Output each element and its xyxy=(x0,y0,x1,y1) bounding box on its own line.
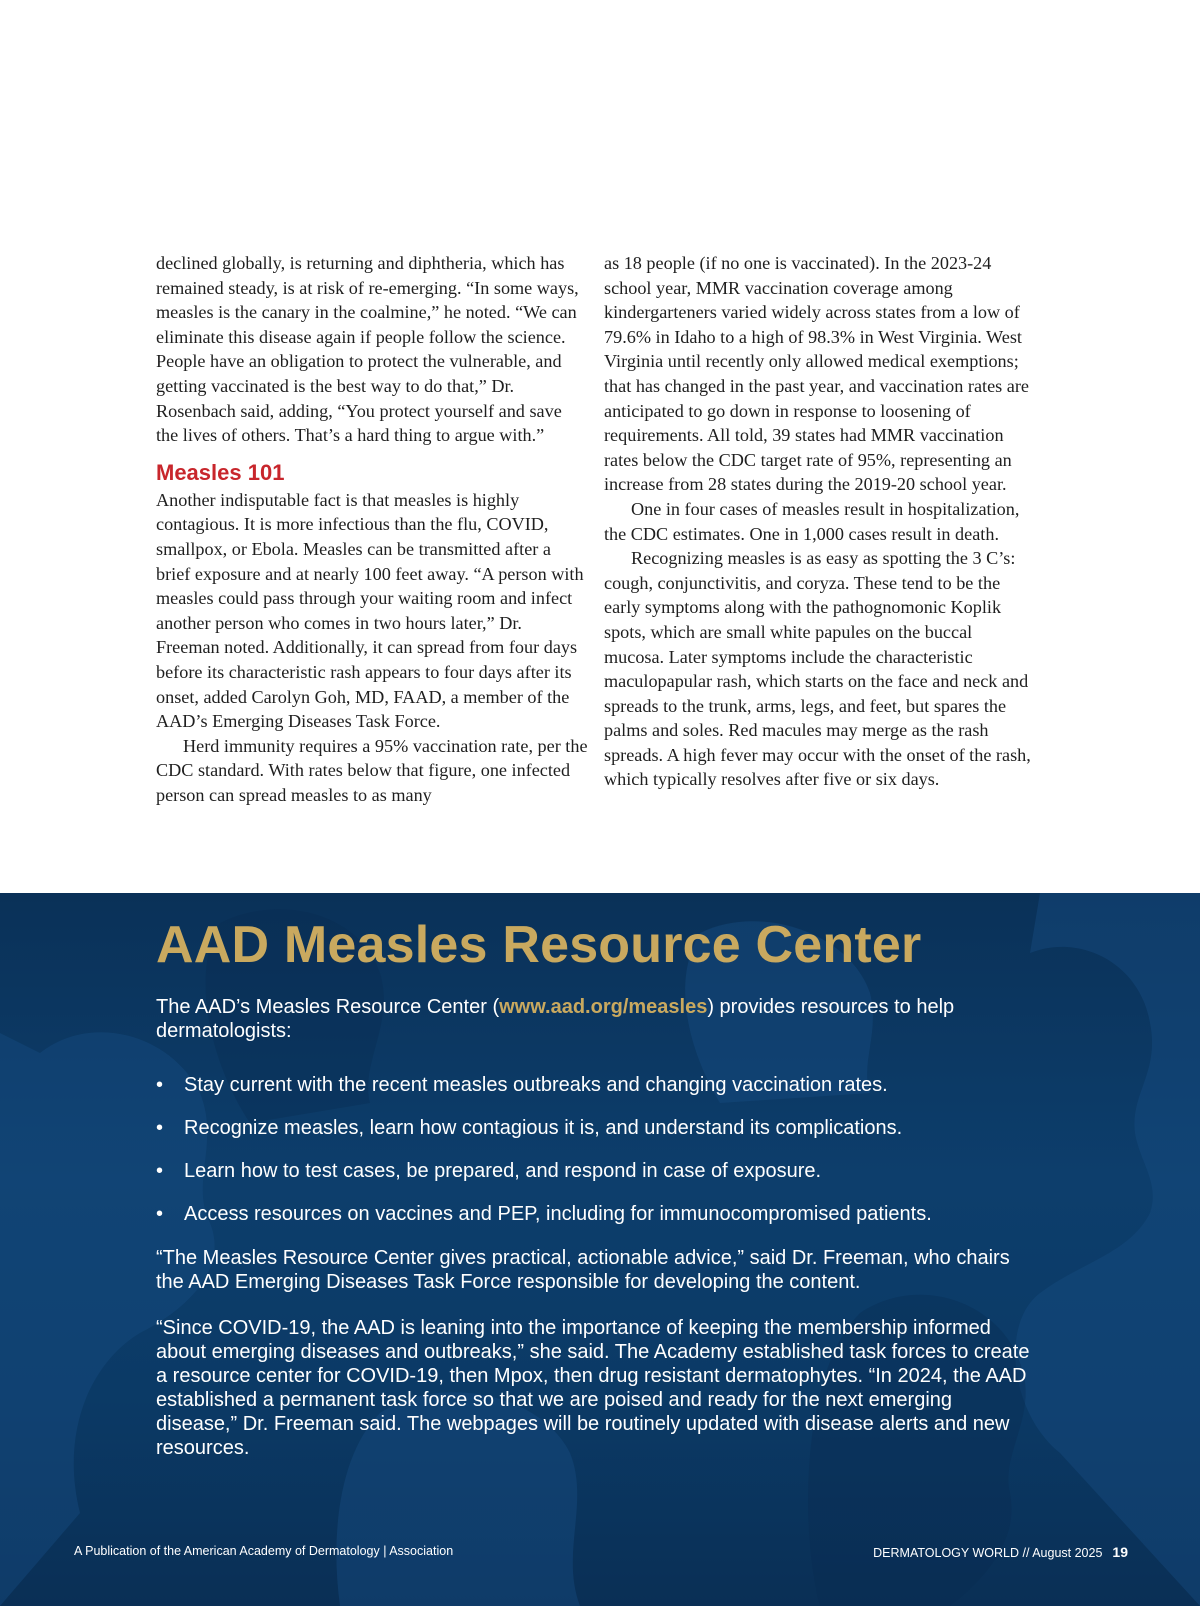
footer-issue: DERMATOLOGY WORLD // August 2025 xyxy=(873,1546,1103,1560)
section-heading: Measles 101 xyxy=(156,459,285,485)
intro-text: The AAD’s Measles Resource Center ( xyxy=(156,996,500,1018)
footer-magazine xyxy=(873,1544,1128,1560)
resource-bullet-list xyxy=(156,1073,1036,1226)
bullet-icon: • xyxy=(156,1160,164,1182)
article-paragraph: One in four cases of measles result in hospitalization, the CDC estimates. One in 1,000 cases result in death. xyxy=(604,498,1020,544)
sidebar-content xyxy=(156,893,1036,1460)
list-item-text: Access resources on vaccines and PEP, including for immunocompromised patients. xyxy=(184,1203,932,1225)
article-paragraph: Recognizing measles is as easy as spotting the 3 C’s: cough, conjunctivitis, and coryza. These tend to be the early symptoms along with the pathognomonic Koplik spots, which are small white papules on the buccal mucosa. Later symptoms include the characteristic maculopapular rash, which starts on the face and neck and spreads to the trunk, arms, legs, and feet, but spares the palms and soles. Red macules may merge as the rash spreads. A high fever may occur with the onset of the rash, which typically resolves after five or six days. xyxy=(604,548,1031,790)
list-item xyxy=(156,1116,1036,1140)
list-item xyxy=(156,1202,1036,1226)
sidebar-title: AAD Measles Resource Center xyxy=(156,916,922,974)
list-item xyxy=(156,1073,1036,1097)
bullet-icon: • xyxy=(156,1074,164,1096)
article-column-left xyxy=(156,251,588,807)
list-item xyxy=(156,1159,1036,1183)
article-column-right xyxy=(604,251,1036,807)
page-number: 19 xyxy=(1112,1544,1128,1560)
measles-resource-link[interactable]: www.aad.org/measles xyxy=(499,996,708,1018)
bullet-icon: • xyxy=(156,1117,164,1139)
footer-publication: A Publication of the American Academy of Dermatology | Association xyxy=(74,1544,454,1558)
article-body xyxy=(156,251,1036,807)
article-paragraph: declined globally, is returning and diphtheria, which has remained steady, is at risk of re-emerging. “In some ways, measles is the canary in the coalmine,” he noted. “We can eliminate this disease again if people follow the science. People have an obligation to protect the vulnerable, and getting vaccinated is the best way to do that,” Dr. Rosenbach said, adding, “You protect yourself and save the lives of others. That’s a hard thing to argue with.” xyxy=(156,253,579,446)
intro-text: ) provides resources to help dermatologists: xyxy=(156,996,955,1042)
bullet-icon: • xyxy=(156,1203,164,1225)
sidebar-quote-paragraph: “Since COVID-19, the AAD is leaning into the importance of keeping the membership informed about emerging diseases and outbreaks,” she said. The Academy established task forces to create a resource center for COVID-19, then Mpox, then drug resistant dermatophytes. “In 2024, the AAD established a permanent task force so that we are poised and ready for the next emerging disease,” Dr. Freeman said. The webpages will be routinely updated with disease alerts and new resources. xyxy=(156,1317,1030,1459)
article-paragraph: Herd immunity requires a 95% vaccination rate, per the CDC standard. With rates below that figure, one infected person can spread measles to as many xyxy=(156,735,588,805)
sidebar-quote-paragraph: “The Measles Resource Center gives practical, actionable advice,” said Dr. Freeman, who chairs the AAD Emerging Diseases Task Force responsible for developing the content. xyxy=(156,1247,1010,1293)
resource-center-sidebar xyxy=(0,893,1200,1606)
list-item-text: Recognize measles, learn how contagious it is, and understand its complications. xyxy=(184,1117,903,1139)
list-item-text: Stay current with the recent measles outbreaks and changing vaccination rates. xyxy=(184,1074,888,1096)
article-paragraph: as 18 people (if no one is vaccinated). In the 2023-24 school year, MMR vaccination coverage among kindergarteners varied widely across states from a low of 79.6% in Idaho to a high of 98.3% in West Virginia. West Virginia until recently only allowed medical exemptions; that has changed in the past year, and vaccination rates are anticipated to go down in response to loosening of requirements. All told, 39 states had MMR vaccination rates below the CDC target rate of 95%, representing an increase from 28 states during the 2019-20 school year. xyxy=(604,253,1029,495)
list-item-text: Learn how to test cases, be prepared, and respond in case of exposure. xyxy=(184,1160,822,1182)
article-paragraph: Another indisputable fact is that measles is highly contagious. It is more infectious than the flu, COVID, smallpox, or Ebola. Measles can be transmitted after a brief exposure and at nearly 100 feet away. “A person with measles could pass through your waiting room and infect another person who comes in two hours later,” Dr. Freeman noted. Additionally, it can spread from four days before its characteristic rash appears to four days after its onset, added Carolyn Goh, MD, FAAD, a member of the AAD’s Emerging Diseases Task Force. xyxy=(156,489,584,732)
sidebar-intro xyxy=(156,995,1036,1043)
